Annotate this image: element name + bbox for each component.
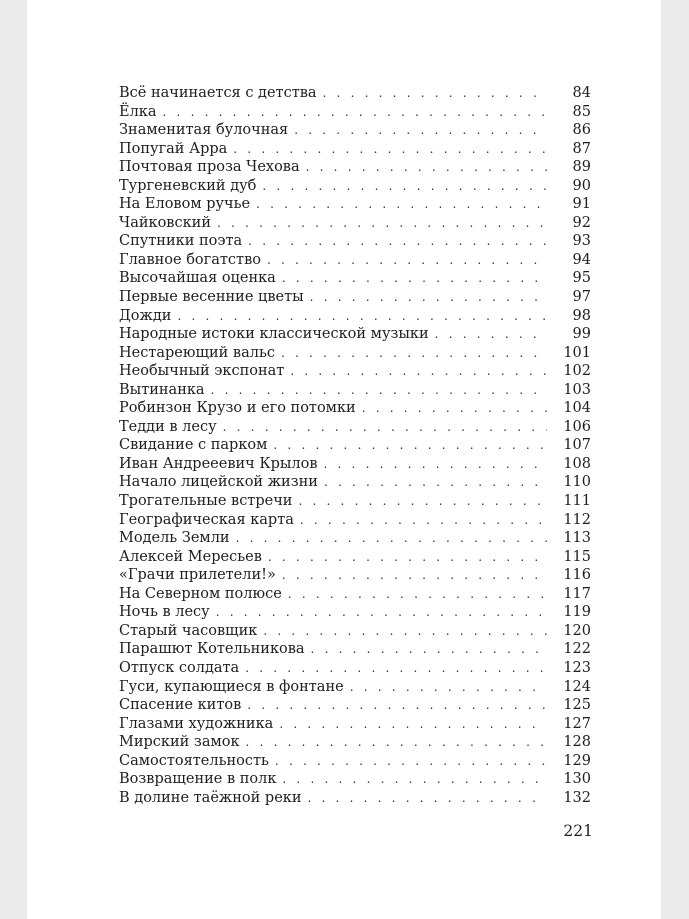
dot-leader	[267, 253, 547, 267]
dot-leader	[211, 383, 547, 397]
toc-entry	[119, 660, 591, 679]
dot-leader	[435, 327, 547, 341]
toc-entry-title: Тедди в лесу	[119, 418, 217, 435]
toc-entry	[119, 363, 591, 382]
toc-entry-title: Всё начинается с детства	[119, 85, 317, 101]
toc-entry-title: Начало лицейской жизни	[119, 474, 318, 491]
dot-leader	[306, 160, 547, 174]
toc-entry-page: 84	[572, 85, 591, 101]
toc-entry	[119, 493, 591, 512]
toc-entry	[119, 679, 591, 698]
toc-entry-page: 101	[563, 344, 591, 361]
toc-entry-page: 108	[563, 455, 591, 472]
toc-entry-title: Иван Андрееевич Крылов	[119, 455, 318, 472]
dot-leader	[300, 513, 547, 527]
toc-entry-title: В долине таёжной реки	[119, 789, 302, 806]
toc-entry-page: 111	[563, 493, 591, 510]
toc-entry-page: 112	[563, 511, 591, 528]
toc-entry-title: Трогательные встречи	[119, 493, 293, 510]
toc-entry-page: 106	[563, 418, 591, 435]
toc-entry	[119, 753, 591, 772]
toc-entry	[119, 474, 591, 493]
toc-entry-page: 122	[563, 641, 591, 658]
toc-entry	[119, 790, 591, 809]
toc-entry-title: Старый часовщик	[119, 622, 258, 639]
dot-leader	[247, 698, 547, 712]
toc-entry-page: 92	[572, 214, 591, 231]
toc-entry-title: Парашют Котельникова	[119, 641, 305, 658]
dot-leader	[281, 346, 547, 360]
toc-entry-page: 115	[563, 548, 591, 565]
toc-entry-title: Спутники поэта	[119, 233, 243, 250]
dot-leader	[324, 457, 548, 471]
dot-leader	[245, 661, 547, 675]
toc-entry-title: «Грачи прилетели!»	[119, 567, 276, 584]
toc-entry-page: 110	[563, 474, 591, 491]
toc-entry-title: Дожди	[119, 307, 172, 324]
dot-leader	[311, 642, 547, 656]
toc-entry	[119, 734, 591, 753]
toc-entry-page: 120	[563, 622, 591, 639]
dot-leader	[310, 290, 547, 304]
dot-leader	[294, 123, 547, 137]
dot-leader	[233, 142, 547, 156]
dot-leader	[236, 531, 547, 545]
toc-entry	[119, 716, 591, 735]
toc-entry-title: Народные истоки классической музыки	[119, 326, 429, 343]
toc-entry	[119, 196, 591, 215]
toc-entry	[119, 437, 591, 456]
toc-entry	[119, 215, 591, 234]
toc-entry-page: 89	[572, 159, 591, 176]
toc-entry-page: 107	[563, 437, 591, 454]
dot-leader	[216, 605, 547, 619]
toc-entry-page: 97	[572, 289, 591, 306]
toc-entry-title: На Северном полюсе	[119, 585, 282, 602]
toc-entry-page: 117	[563, 585, 591, 602]
table-of-contents	[119, 85, 591, 808]
toc-entry	[119, 549, 591, 568]
dot-leader	[324, 475, 547, 489]
dot-leader	[262, 179, 547, 193]
book-page	[27, 0, 661, 919]
toc-entry-title: Почтовая проза Чехова	[119, 159, 300, 176]
dot-leader	[290, 364, 547, 378]
toc-entry-page: 129	[563, 752, 591, 769]
toc-entry	[119, 400, 591, 419]
page-number: 221	[563, 822, 593, 840]
toc-entry-page: 86	[572, 122, 591, 139]
toc-entry-title: Мирский замок	[119, 734, 240, 751]
toc-entry	[119, 697, 591, 716]
dot-leader	[308, 791, 548, 805]
toc-entry-title: Нестареющий вальс	[119, 344, 275, 361]
toc-entry-page: 132	[563, 789, 591, 806]
toc-entry-page: 90	[572, 177, 591, 194]
toc-entry-page: 99	[572, 326, 591, 343]
toc-entry-title: На Еловом ручье	[119, 196, 251, 213]
toc-entry-title: Чайковский	[119, 214, 211, 231]
toc-entry-title: Вытинанка	[119, 381, 205, 398]
toc-entry-page: 130	[563, 771, 591, 788]
toc-entry	[119, 141, 591, 160]
toc-entry-page: 91	[572, 196, 591, 213]
dot-leader	[282, 772, 547, 786]
toc-entry	[119, 382, 591, 401]
dot-leader	[246, 735, 547, 749]
toc-entry-title: Главное богатство	[119, 251, 261, 268]
dot-leader	[288, 587, 547, 601]
toc-entry-page: 85	[572, 103, 591, 120]
toc-entry	[119, 345, 591, 364]
dot-leader	[263, 624, 547, 638]
toc-entry-page: 98	[572, 307, 591, 324]
dot-leader	[177, 309, 547, 323]
toc-entry	[119, 159, 591, 178]
dot-leader	[323, 86, 547, 100]
toc-entry-page: 93	[572, 233, 591, 250]
dot-leader	[268, 550, 547, 564]
toc-entry-title: Робинзон Крузо и его потомки	[119, 400, 356, 417]
toc-entry	[119, 623, 591, 642]
dot-leader	[223, 420, 547, 434]
toc-entry-title: Спасение китов	[119, 697, 242, 714]
dot-leader	[350, 680, 547, 694]
toc-entry-title: Географическая карта	[119, 511, 294, 528]
toc-entry-page: 102	[563, 363, 591, 380]
dot-leader	[273, 438, 547, 452]
toc-entry	[119, 567, 591, 586]
toc-entry	[119, 771, 591, 790]
dot-leader	[275, 754, 547, 768]
toc-entry-title: Алексей Мересьев	[119, 548, 262, 565]
toc-entry-title: Знаменитая булочная	[119, 122, 289, 139]
toc-entry	[119, 178, 591, 197]
toc-entry	[119, 586, 591, 605]
dot-leader	[279, 717, 547, 731]
dot-leader	[282, 271, 547, 285]
toc-entry-title: Необычный экспонат	[119, 363, 285, 380]
toc-entry-page: 95	[572, 270, 591, 287]
dot-leader	[362, 401, 547, 415]
toc-entry-page: 104	[563, 400, 591, 417]
toc-entry-page: 125	[563, 697, 591, 714]
toc-entry-page: 87	[572, 140, 591, 157]
toc-entry-title: Самостоятельность	[119, 752, 269, 769]
dot-leader	[282, 568, 547, 582]
toc-entry	[119, 604, 591, 623]
toc-entry-page: 119	[563, 604, 591, 621]
toc-entry-title: Первые весенние цветы	[119, 289, 304, 306]
dot-leader	[256, 197, 547, 211]
toc-entry-title: Глазами художника	[119, 715, 274, 732]
toc-entry	[119, 252, 591, 271]
toc-entry	[119, 512, 591, 531]
toc-entry-title: Возвращение в полк	[119, 771, 277, 788]
toc-entry-title: Попугай Арра	[119, 140, 228, 157]
toc-entry-page: 123	[563, 659, 591, 676]
dot-leader	[248, 234, 547, 248]
toc-entry-page: 116	[563, 567, 591, 584]
toc-entry-title: Гуси, купающиеся в фонтане	[119, 678, 344, 695]
toc-entry	[119, 122, 591, 141]
toc-entry	[119, 456, 591, 475]
toc-entry-page: 94	[572, 251, 591, 268]
dot-leader	[163, 105, 547, 119]
toc-entry-title: Свидание с парком	[119, 437, 268, 454]
toc-entry-title: Ёлка	[119, 103, 157, 120]
toc-entry	[119, 289, 591, 308]
toc-entry	[119, 233, 591, 252]
toc-entry	[119, 270, 591, 289]
dot-leader	[298, 494, 547, 508]
toc-entry-page: 127	[563, 715, 591, 732]
toc-entry-title: Модель Земли	[119, 530, 230, 547]
toc-entry-title: Тургеневский дуб	[119, 177, 257, 194]
toc-entry-title: Ночь в лесу	[119, 604, 210, 621]
toc-entry-page: 113	[563, 530, 591, 547]
toc-entry-page: 124	[563, 678, 591, 695]
toc-entry-page: 128	[563, 734, 591, 751]
toc-entry	[119, 326, 591, 345]
dot-leader	[217, 216, 547, 230]
toc-entry-title: Высочайшая оценка	[119, 270, 276, 287]
toc-entry	[119, 641, 591, 660]
toc-entry	[119, 104, 591, 123]
toc-entry-page: 103	[563, 381, 591, 398]
toc-entry	[119, 530, 591, 549]
toc-entry	[119, 85, 591, 104]
toc-entry-title: Отпуск солдата	[119, 659, 240, 676]
toc-entry	[119, 419, 591, 438]
toc-entry	[119, 308, 591, 327]
